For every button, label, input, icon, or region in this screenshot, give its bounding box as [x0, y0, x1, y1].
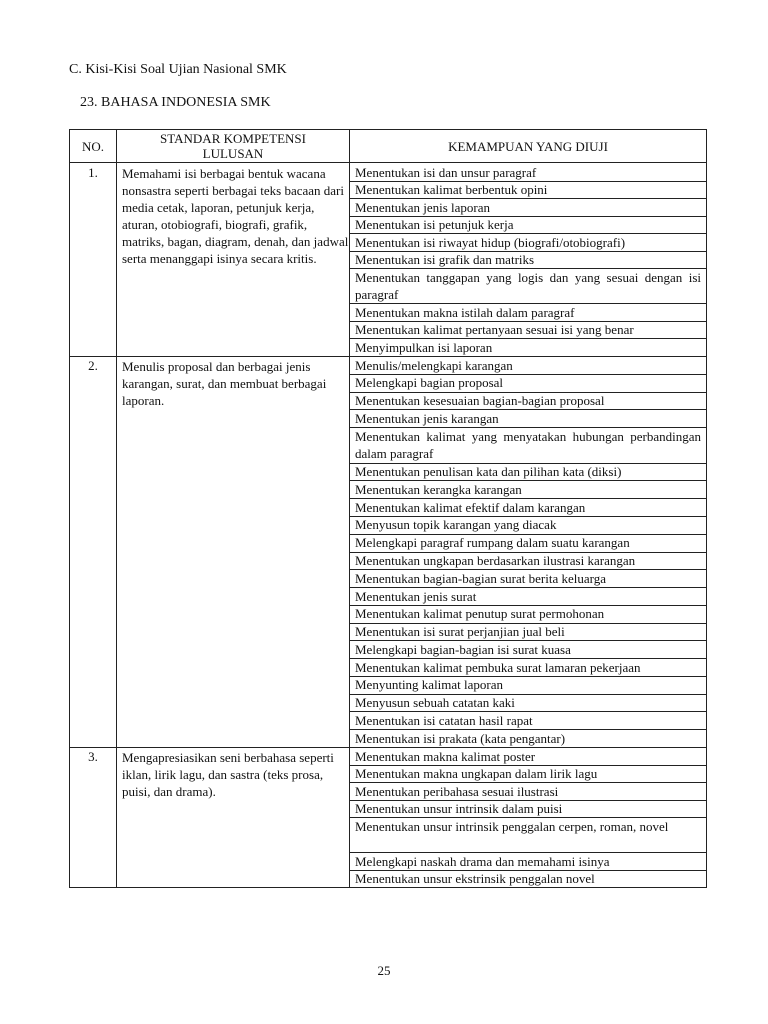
ability-item: Menentukan jenis surat: [355, 588, 477, 604]
ability-item: Melengkapi bagian-bagian isi surat kuasa: [355, 641, 571, 657]
subject-heading: 23. BAHASA INDONESIA SMK: [80, 95, 271, 110]
ability-item: Menentukan ungkapan berdasarkan ilustrasi karangan: [355, 553, 636, 568]
ability-item: Menentukan unsur ekstrinsik penggalan novel: [355, 871, 595, 886]
ability-item: Menentukan makna ungkapan dalam lirik lagu: [355, 766, 598, 781]
ability-item: Menyusun topik karangan yang diacak: [355, 517, 557, 533]
ability-item: Menentukan isi prakata (kata pengantar): [355, 730, 566, 746]
section-heading: C. Kisi-Kisi Soal Ujian Nasional SMK: [69, 62, 287, 77]
group-standard: Memahami isi berbagai bentuk wacana nonsastra seperti berbagai teks bacaan dari media cetak, laporan, petunjuk kerja, aturan, otobiografi, biografi, grafik, matriks, bagan, diagram, denah, dan jadwal serta menanggapi isinya secara kritis.: [122, 166, 349, 266]
ability-item: Melengkapi paragraf rumpang dalam suatu karangan: [355, 535, 630, 551]
col-divider-1: [116, 130, 117, 887]
header-no: NO.: [81, 139, 105, 154]
header-standard-line1: STANDAR KOMPETENSI: [160, 131, 306, 146]
page-number: 25: [377, 963, 391, 978]
ability-item: Menentukan unsur intrinsik dalam puisi: [355, 801, 563, 816]
group-number: 1.: [88, 165, 98, 180]
ability-item: Menyunting kalimat laporan: [355, 677, 504, 693]
ability-item: Menentukan kalimat berbentuk opini: [355, 182, 548, 198]
ability-item: Menyimpulkan isi laporan: [355, 339, 493, 355]
ability-item: Menentukan kalimat yang menyatakan hubungan perbandingan dalam paragraf: [355, 428, 701, 461]
header-standard: [117, 131, 349, 161]
group-standard: Menulis proposal dan berbagai jenis karangan, surat, dan membuat berbagai laporan.: [122, 359, 327, 408]
ability-item: Menentukan kalimat efektif dalam karangan: [355, 499, 586, 515]
ability-item: Menentukan isi grafik dan matriks: [355, 252, 535, 268]
ability-item: Menentukan bagian-bagian surat berita keluarga: [355, 570, 606, 586]
group-number: 2.: [88, 358, 98, 373]
ability-item: Menentukan unsur intrinsik penggalan cerpen, roman, novel: [355, 818, 669, 834]
ability-item: Menentukan isi riwayat hidup (biografi/otobiografi): [355, 234, 626, 250]
ability-item: Menentukan jenis laporan: [355, 199, 491, 215]
ability-item: Menentukan isi petunjuk kerja: [355, 217, 514, 233]
ability-item: Menentukan peribahasa sesuai ilustrasi: [355, 783, 559, 799]
ability-item: Menyusun sebuah catatan kaki: [355, 695, 515, 711]
ability-item: Menentukan kalimat pembuka surat lamaran pekerjaan: [355, 659, 641, 675]
ability-item: Menentukan isi catatan hasil rapat: [355, 712, 533, 728]
group-standard: Mengapresiasikan seni berbahasa seperti iklan, lirik lagu, dan sastra (teks prosa, puisi, dan drama).: [122, 750, 334, 799]
ability-item: Menentukan makna istilah dalam paragraf: [355, 304, 575, 320]
table-header: [70, 130, 706, 163]
ability-item: Menentukan jenis karangan: [355, 410, 499, 426]
ability-item: Melengkapi naskah drama dan memahami isinya: [355, 853, 610, 869]
ability-item: Menentukan tanggapan yang logis dan yang sesuai dengan isi paragraf: [355, 269, 701, 302]
ability-item: Menentukan isi surat perjanjian jual beli: [355, 624, 565, 640]
ability-item: Menentukan makna kalimat poster: [355, 748, 536, 764]
kisi-kisi-table: [69, 129, 707, 888]
ability-item: Menentukan penulisan kata dan pilihan kata (diksi): [355, 464, 622, 480]
ability-item: Menentukan kalimat penutup surat permohonan: [355, 606, 605, 622]
ability-item: Melengkapi bagian proposal: [355, 375, 504, 391]
header-ability: KEMAMPUAN YANG DIUJI: [448, 139, 608, 154]
group-number: 3.: [88, 749, 98, 764]
ability-item: Menentukan isi dan unsur paragraf: [355, 164, 537, 180]
header-standard-line2: LULUSAN: [202, 146, 264, 161]
ability-item: Menentukan kesesuaian bagian-bagian proposal: [355, 393, 605, 409]
ability-item: Menentukan kerangka karangan: [355, 481, 522, 497]
ability-item: Menulis/melengkapi karangan: [355, 357, 513, 373]
ability-item: Menentukan kalimat pertanyaan sesuai isi yang benar: [355, 322, 634, 338]
